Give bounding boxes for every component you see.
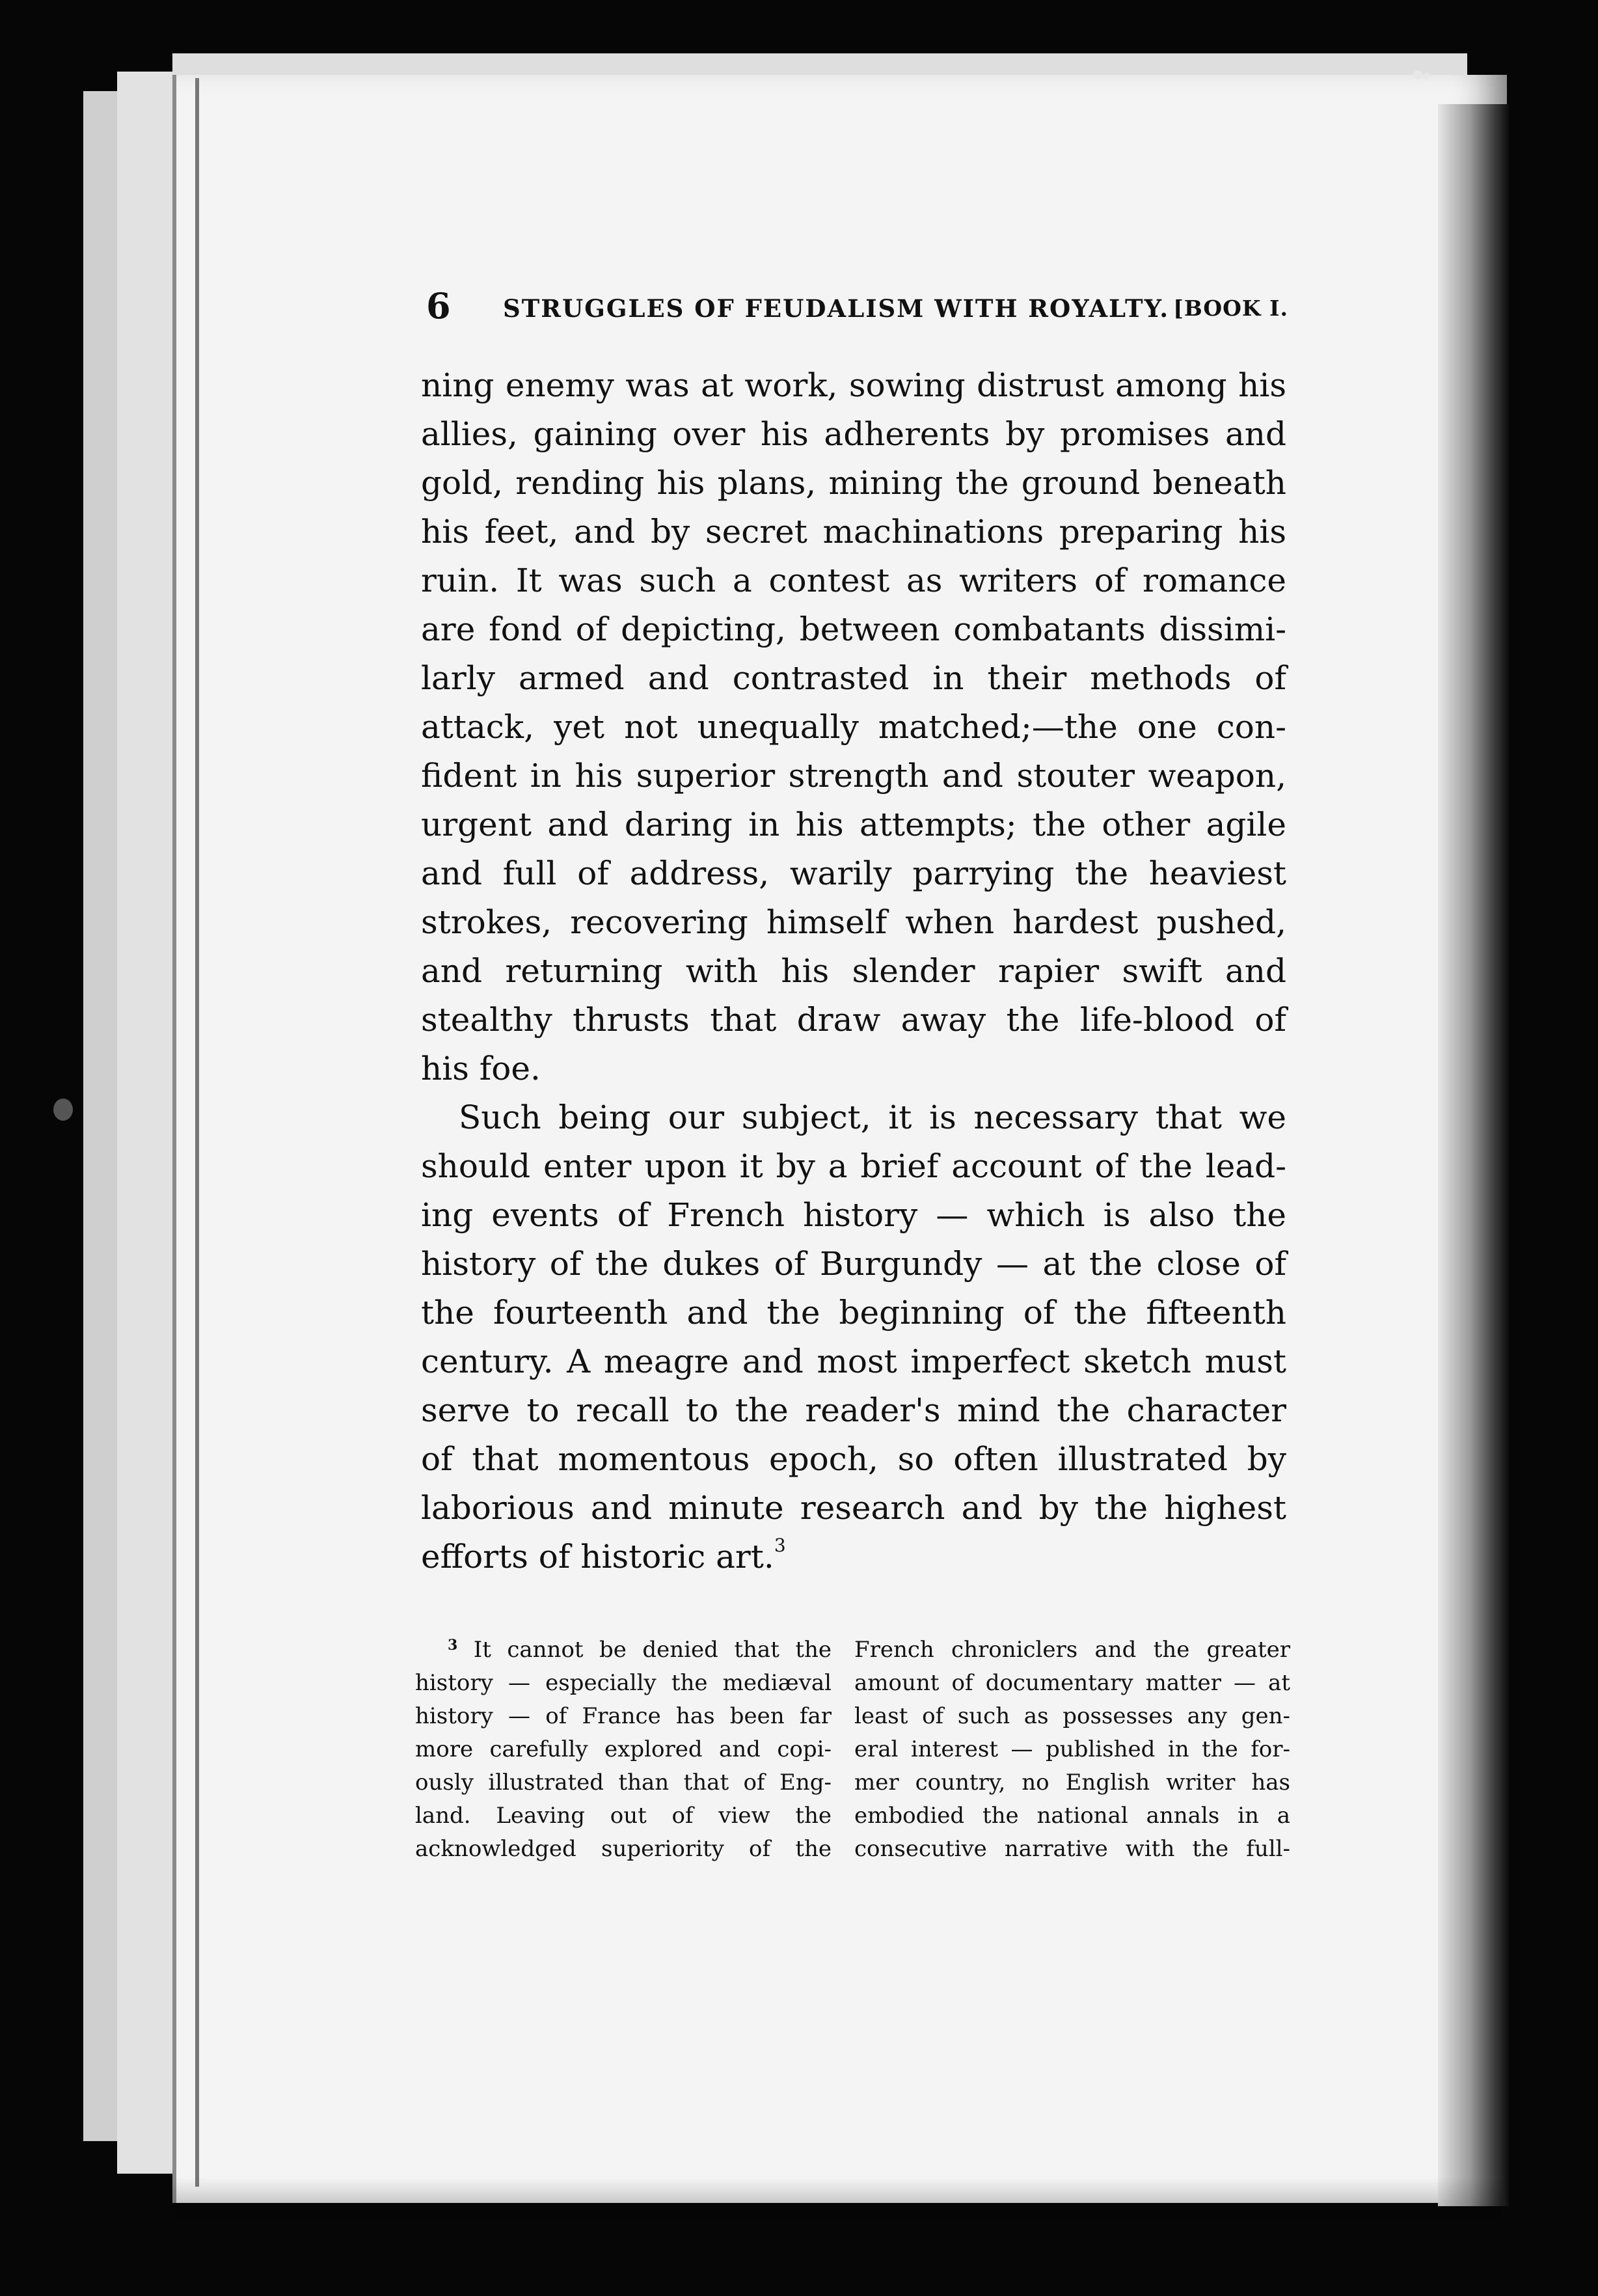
page-stack-edge: [83, 91, 122, 2141]
footnote: [415, 1633, 1290, 1881]
footnote-line: [415, 1633, 832, 1667]
footnote-line: acknowledged superiority of the: [415, 1836, 832, 1862]
footnote-reference[interactable]: 3: [774, 1535, 786, 1556]
footnote-line: consecutive narrative with the full-: [854, 1836, 1290, 1862]
footnote-mark: 3: [448, 1637, 458, 1654]
text-line: and full of address, warily parrying the heaviest: [421, 854, 1286, 892]
binding-gutter-shadow: [1438, 104, 1510, 2206]
text-line: attack, yet not unequally matched;—the one con-: [421, 708, 1286, 746]
text-line: ing events of French history — which is also the: [421, 1196, 1286, 1234]
page-number: 6: [426, 285, 451, 327]
footnote-column-left: [415, 1633, 832, 1866]
footnote-line: ously illustrated than that of Eng-: [415, 1770, 832, 1796]
text-line: gold, rending his plans, mining the ground beneath: [421, 464, 1286, 502]
footnote-line: least of such as possesses any gen-: [854, 1703, 1290, 1729]
text-line: the fourteenth and the beginning of the fifteenth: [421, 1294, 1286, 1332]
running-head: [426, 285, 1288, 331]
text-line: are fond of depicting, between combatants dissimi-: [421, 610, 1286, 648]
text-line: strokes, recovering himself when hardest pushed,: [421, 903, 1286, 941]
footnote-column-right: [854, 1633, 1290, 1866]
footnote-line: history — especially the mediæval: [415, 1670, 832, 1696]
text-line: of that momentous epoch, so often illustrated by: [421, 1440, 1286, 1478]
text-line-last: [421, 1533, 1286, 1581]
scan-dust: [1413, 70, 1422, 79]
text-line: his feet, and by secret machinations preparing his: [421, 513, 1286, 551]
text-line: serve to recall to the reader's mind the character: [421, 1391, 1286, 1429]
page-border-line: [195, 78, 199, 2187]
text-line: century. A meagre and most imperfect sketch must: [421, 1343, 1286, 1380]
footnote-line: land. Leaving out of view the: [415, 1803, 832, 1829]
text-line: fident in his superior strength and stouter weapon,: [421, 757, 1286, 795]
text-line: urgent and daring in his attempts; the other agile: [421, 806, 1286, 843]
text-line: larly armed and contrasted in their methods of: [421, 659, 1286, 697]
text-line: efforts of historic art.: [421, 1538, 774, 1576]
scan-dust: [53, 1099, 73, 1121]
footnote-line: history — of France has been far: [415, 1703, 832, 1729]
scan-dust: [1424, 73, 1430, 79]
text-line: stealthy thrusts that draw away the life-blood of: [421, 1001, 1286, 1039]
body-text: [421, 361, 1286, 1581]
footnote-line: eral interest — published in the for-: [854, 1736, 1290, 1762]
text-line: allies, gaining over his adherents by promises and: [421, 415, 1286, 453]
book-label: [BOOK I.: [1173, 295, 1288, 321]
text-line: Such being our subject, it is necessary that we: [459, 1099, 1286, 1136]
text-line: laborious and minute research and by the highest: [421, 1489, 1286, 1527]
footnote-line: mer country, no English writer has: [854, 1770, 1290, 1796]
running-title: STRUGGLES OF FEUDALISM WITH ROYALTY.: [503, 294, 1170, 323]
text-line: and returning with his slender rapier swift and: [421, 952, 1286, 990]
footnote-line: French chroniclers and the greater: [854, 1637, 1290, 1663]
text-line: history of the dukes of Burgundy — at the close of: [421, 1245, 1286, 1283]
footnote-line: more carefully explored and copi-: [415, 1736, 832, 1762]
footnote-line: amount of documentary matter — at: [854, 1670, 1290, 1696]
text-line: ning enemy was at work, sowing distrust among his: [421, 366, 1286, 404]
footnote-line: embodied the national annals in a: [854, 1803, 1290, 1829]
page-bottom-shadow: [172, 2177, 1503, 2222]
text-line: his foe.: [421, 1050, 541, 1087]
text-line: should enter upon it by a brief account of the lead-: [421, 1147, 1286, 1185]
text-line: ruin. It was such a contest as writers of romance: [421, 562, 1286, 599]
footnote-text: It cannot be denied that the: [473, 1637, 832, 1663]
